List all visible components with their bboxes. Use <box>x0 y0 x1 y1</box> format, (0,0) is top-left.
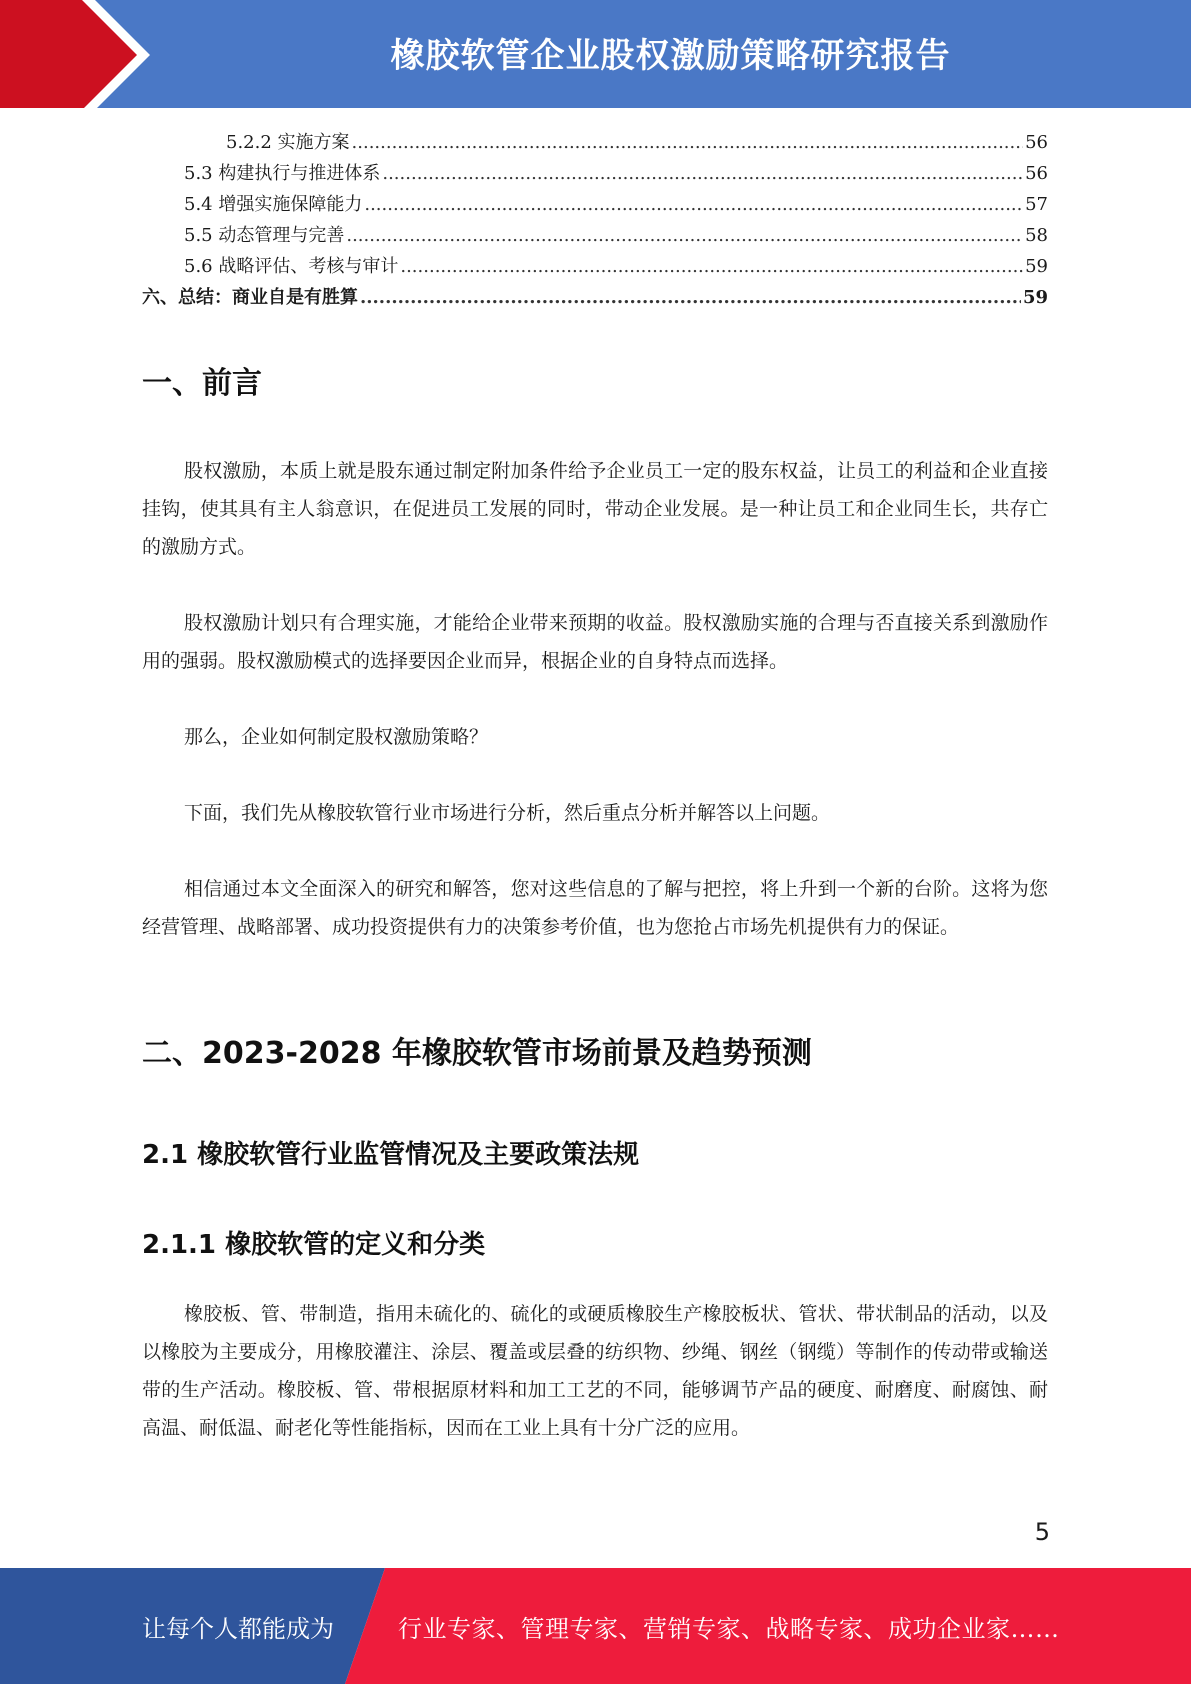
table-of-contents <box>142 128 1048 314</box>
toc-entry-label: 动态管理与完善 <box>218 225 345 246</box>
body-paragraph: 橡胶板、管、带制造，指用未硫化的、硫化的或硬质橡胶生产橡胶板状、管状、带状制品的活动，以及以橡胶为主要成分，用橡胶灌注、涂层、覆盖或层叠的纺织物、纱绳、钢丝（钢缆）等制作的传动带或输送带的生产活动。橡胶板、管、带根据原材料和加工工艺的不同，能够调节产品的硬度、耐磨度、耐腐蚀、耐高温、耐低温、耐老化等性能指标，因而在工业上具有十分广泛的应用。 <box>142 1303 1048 1439</box>
toc-entry-label: 六、总结：商业自是有胜算 <box>142 287 358 308</box>
toc-entry-page: 57 <box>1025 194 1048 215</box>
toc-entry-label: 战略评估、考核与审计 <box>218 256 399 277</box>
toc-leader-dots <box>346 225 1023 246</box>
toc-entry-label: 构建执行与推进体系 <box>218 163 381 184</box>
toc-entry-number: 5.3 <box>184 163 219 184</box>
body-paragraph: 股权激励计划只有合理实施，才能给企业带来预期的收益。股权激励实施的合理与否直接关系到激励作用的强弱。股权激励模式的选择要因企业而异，根据企业的自身特点而选择。 <box>142 612 1048 672</box>
toc-entry-number: 5.4 <box>184 194 219 215</box>
page-number: 5 <box>1034 1518 1050 1546</box>
toc-entry-page: 58 <box>1025 225 1048 246</box>
toc-entry-page: 59 <box>1025 256 1048 277</box>
toc-leader-dots <box>364 194 1023 215</box>
toc-leader-dots <box>382 163 1023 184</box>
toc-entry-page: 59 <box>1022 287 1048 308</box>
subsection-heading: 2.1.1 橡胶软管的定义和分类 <box>142 1230 486 1260</box>
toc-entry[interactable] <box>142 159 1048 190</box>
toc-leader-dots <box>400 256 1023 277</box>
toc-entry-number: 5.5 <box>184 225 219 246</box>
toc-leader-dots <box>352 132 1024 153</box>
toc-entry[interactable] <box>142 283 1048 314</box>
section-heading-preface: 一、前言 <box>142 366 262 401</box>
toc-entry-number: 5.6 <box>184 256 219 277</box>
subsection-heading: 2.1 橡胶软管行业监管情况及主要政策法规 <box>142 1140 640 1170</box>
toc-leader-dots <box>360 287 1021 308</box>
body-paragraph: 股权激励，本质上就是股东通过制定附加条件给予企业员工一定的股东权益，让员工的利益和企业直接挂钩，使其具有主人翁意识，在促进员工发展的同时，带动企业发展。是一种让员工和企业同生长，共存亡的激励方式。 <box>142 460 1048 558</box>
toc-entry[interactable] <box>142 128 1048 159</box>
body-paragraph: 相信通过本文全面深入的研究和解答，您对这些信息的了解与把控，将上升到一个新的台阶。这将为您经营管理、战略部署、成功投资提供有力的决策参考价值，也为您抢占市场先机提供有力的保证。 <box>142 878 1048 938</box>
toc-entry-label: 实施方案 <box>277 132 350 153</box>
report-title: 橡胶软管企业股权激励策略研究报告 <box>390 35 951 76</box>
body-paragraph: 下面，我们先从橡胶软管行业市场进行分析，然后重点分析并解答以上问题。 <box>184 802 831 824</box>
toc-entry-number: 5.2.2 <box>226 132 278 153</box>
footer-slogan-lead: 让每个人都能成为 <box>142 1614 334 1643</box>
toc-entry[interactable] <box>142 190 1048 221</box>
toc-entry-page: 56 <box>1025 132 1048 153</box>
toc-entry-label: 增强实施保障能力 <box>218 194 363 215</box>
page-header <box>0 0 1191 110</box>
section-heading-market-forecast: 二、2023-2028 年橡胶软管市场前景及趋势预测 <box>142 1036 812 1071</box>
page-footer <box>0 1568 1191 1684</box>
footer-slogan-roles: 行业专家、管理专家、营销专家、战略专家、成功企业家…… <box>398 1614 1060 1643</box>
toc-entry[interactable] <box>142 221 1048 252</box>
body-paragraph: 那么，企业如何制定股权激励策略？ <box>184 726 489 748</box>
toc-entry-page: 56 <box>1025 163 1048 184</box>
toc-entry[interactable] <box>142 252 1048 283</box>
